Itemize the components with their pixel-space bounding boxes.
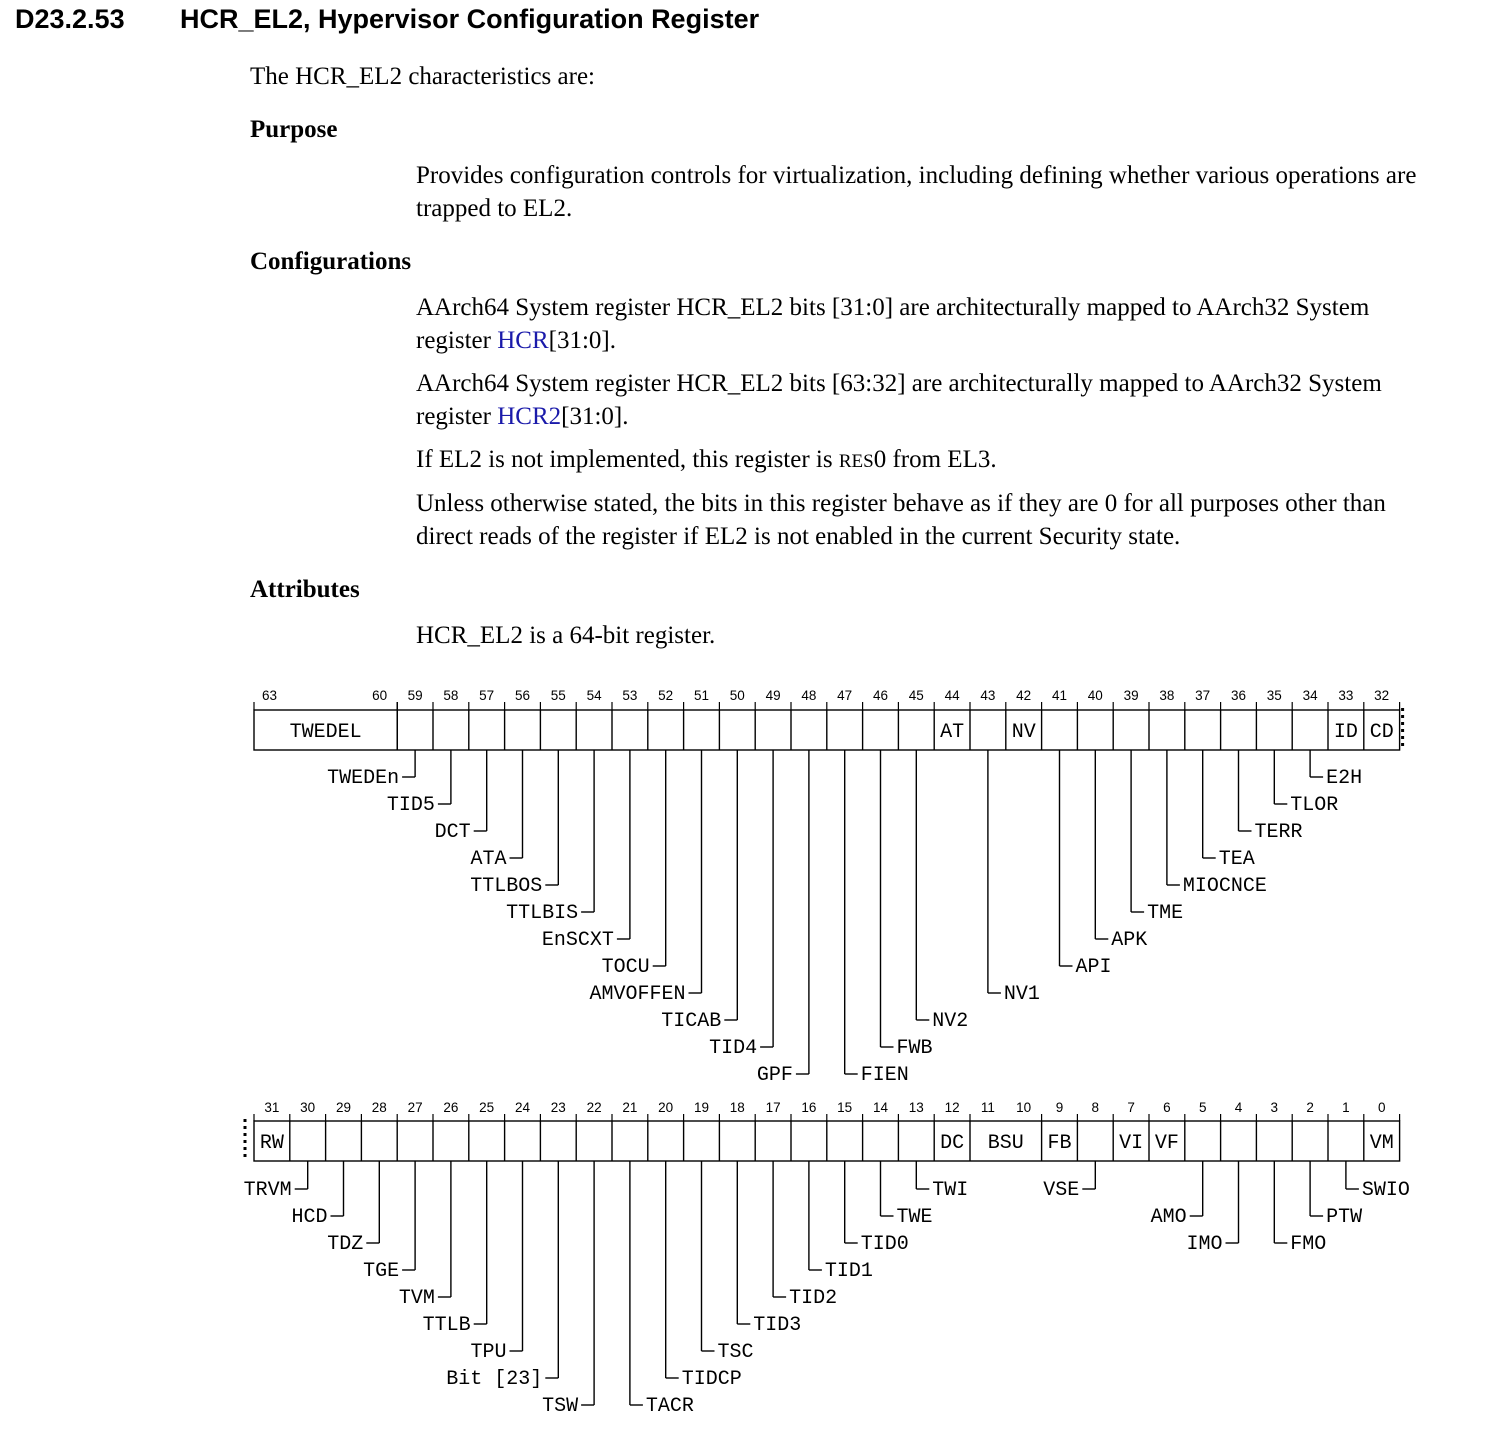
callout-label-ticab: TICAB <box>661 1010 722 1033</box>
upper-field-nv: NV <box>1011 721 1036 744</box>
lower-bit-number: 24 <box>514 1100 531 1115</box>
lower-bit-number: 9 <box>1055 1100 1064 1115</box>
upper-bit-number: 40 <box>1087 688 1103 703</box>
callout-label-tid3: TID3 <box>753 1314 802 1337</box>
res-smallcaps: RES <box>838 451 874 472</box>
upper-bit-number: 51 <box>693 688 710 703</box>
upper-bit-number: 55 <box>550 688 566 703</box>
lower-bit-number: 18 <box>729 1100 745 1115</box>
callout-label-tidcp: TIDCP <box>681 1368 742 1391</box>
lower-bit-number: 20 <box>658 1100 674 1115</box>
callout-label-tge: TGE <box>363 1260 400 1283</box>
purpose-line-2: trapped to EL2. <box>416 195 573 222</box>
lower-bit-number: 11 <box>980 1100 995 1115</box>
callout-label-vse: VSE <box>1043 1179 1080 1202</box>
lower-field-vi: VI <box>1119 1132 1144 1155</box>
callout-label-ttlbos: TTLBOS <box>470 875 543 898</box>
callout-label-apk: APK <box>1111 929 1148 952</box>
upper-bit-number: 45 <box>908 688 924 703</box>
lower-bit-number: 2 <box>1306 1100 1314 1115</box>
upper-bit-number: 48 <box>801 688 817 703</box>
lower-bit-number: 31 <box>264 1100 280 1115</box>
callout-label-tea: TEA <box>1218 848 1255 871</box>
callout-label-dct: DCT <box>434 821 471 844</box>
callout-label-bit23: Bit [23] <box>446 1368 543 1391</box>
callout-label-amo: AMO <box>1150 1206 1187 1229</box>
config-p3-post: 0 from EL3. <box>873 446 997 473</box>
callout-label-enscxt: EnSCXT <box>541 929 614 952</box>
lower-bit-number: 17 <box>765 1100 781 1115</box>
callout-label-twi: TWI <box>932 1179 969 1202</box>
upper-bit-number: 42 <box>1016 688 1032 703</box>
upper-bit-number: 50 <box>729 688 745 703</box>
callout-label-tid2: TID2 <box>789 1287 838 1310</box>
lower-bit-number: 3 <box>1270 1100 1279 1115</box>
callout-label-nv2: NV2 <box>932 1010 969 1033</box>
lower-bit-number: 7 <box>1127 1100 1135 1115</box>
lower-bit-number: 5 <box>1198 1100 1207 1115</box>
upper-bit-number: 57 <box>479 688 495 703</box>
callout-label-tpu: TPU <box>470 1341 507 1364</box>
lower-field-vf: VF <box>1154 1132 1179 1155</box>
callout-label-swio: SWIO <box>1361 1179 1410 1202</box>
callout-label-fien: FIEN <box>860 1064 909 1087</box>
config-p1-line-1: AArch64 System register HCR_EL2 bits [31:0] are architecturally mapped to AArch32 System <box>416 294 1370 321</box>
lower-bit-number: 8 <box>1091 1100 1100 1115</box>
config-p2-line-1: AArch64 System register HCR_EL2 bits [63:32] are architecturally mapped to AArch32 System <box>416 370 1382 397</box>
lower-field-dc: DC <box>940 1132 965 1155</box>
lower-bit-number: 21 <box>622 1100 638 1115</box>
lower-bit-number: 10 <box>1016 1100 1032 1115</box>
lower-bit-number: 30 <box>300 1100 316 1115</box>
callout-label-tid5: TID5 <box>386 794 435 817</box>
upper-field-cd: CD <box>1369 721 1394 744</box>
lower-bit-number: 13 <box>908 1100 924 1115</box>
lower-bit-number: 4 <box>1234 1100 1243 1115</box>
upper-bit-number: 54 <box>586 688 602 703</box>
callout-label-tacr: TACR <box>645 1395 694 1418</box>
config-p4-line-2: direct reads of the register if EL2 is not enabled in the current Security state. <box>416 523 1181 550</box>
upper-bit-number: 38 <box>1159 688 1175 703</box>
callout-label-trvm: TRVM <box>243 1179 292 1202</box>
lower-field-rw: RW <box>259 1132 284 1155</box>
callout-label-tlor: TLOR <box>1290 794 1339 817</box>
lower-bit-number: 22 <box>586 1100 602 1115</box>
upper-bit-number: 32 <box>1374 688 1390 703</box>
callout-label-terr: TERR <box>1254 821 1303 844</box>
intro-text: The HCR_EL2 characteristics are: <box>250 63 595 90</box>
callout-label-tid4: TID4 <box>709 1037 758 1060</box>
lower-field-bsu: BSU <box>987 1132 1024 1155</box>
attributes-text: HCR_EL2 is a 64-bit register. <box>416 622 716 649</box>
upper-bit-number: 39 <box>1123 688 1139 703</box>
lower-bit-number: 27 <box>407 1100 423 1115</box>
lower-bit-number: 6 <box>1163 1100 1171 1115</box>
upper-bit-number: 52 <box>658 688 674 703</box>
callout-label-tid0: TID0 <box>860 1233 909 1256</box>
callout-label-fmo: FMO <box>1290 1233 1327 1256</box>
callout-label-tme: TME <box>1147 902 1184 925</box>
config-p2-post: [31:0]. <box>561 403 629 430</box>
lower-bit-number: 19 <box>693 1100 710 1115</box>
upper-bit-number: 41 <box>1051 688 1068 703</box>
config-p2-pre: register <box>416 403 498 430</box>
lower-bit-number: 23 <box>550 1100 566 1115</box>
upper-bit-number: 44 <box>944 688 960 703</box>
callout-label-ttlbis: TTLBIS <box>506 902 579 925</box>
callout-label-tocu: TOCU <box>601 956 650 979</box>
upper-field-id: ID <box>1333 721 1358 744</box>
upper-bit-number: 35 <box>1266 688 1282 703</box>
hcr2-link[interactable]: HCR2 <box>497 403 562 430</box>
callout-label-tid1: TID1 <box>824 1260 873 1283</box>
upper-field-twedel: TWEDEL <box>289 721 362 744</box>
callout-label-ttlb: TTLB <box>422 1314 471 1337</box>
upper-bit-number: 58 <box>443 688 459 703</box>
lower-field-fb: FB <box>1047 1132 1072 1155</box>
purpose-heading: Purpose <box>250 116 338 143</box>
callout-label-hcd: HCD <box>291 1206 328 1229</box>
callout-label-tvm: TVM <box>398 1287 435 1310</box>
callout-label-amvoffen: AMVOFFEN <box>589 983 686 1006</box>
callout-label-twe: TWE <box>896 1206 933 1229</box>
callout-label-gpf: GPF <box>756 1064 793 1087</box>
callout-label-imo: IMO <box>1186 1233 1223 1256</box>
lower-bit-number: 29 <box>335 1100 352 1115</box>
lower-bit-number: 16 <box>801 1100 817 1115</box>
callout-label-fwb: FWB <box>896 1037 933 1060</box>
config-p4-line-1: Unless otherwise stated, the bits in this register behave as if they are 0 for all purposes other than <box>416 490 1386 517</box>
lower-bit-number: 14 <box>872 1100 889 1115</box>
lower-bit-number: 28 <box>371 1100 387 1115</box>
lower-bit-number: 25 <box>479 1100 495 1115</box>
callout-label-tweden: TWEDEn <box>327 767 400 790</box>
callout-label-nv1: NV1 <box>1003 983 1040 1006</box>
upper-bit-number: 49 <box>765 688 781 703</box>
upper-bit-number: 53 <box>622 688 638 703</box>
config-p1-post: [31:0]. <box>548 327 616 354</box>
upper-bit-number: 60 <box>372 688 388 703</box>
upper-bit-number: 36 <box>1230 688 1247 703</box>
callout-label-api: API <box>1075 956 1112 979</box>
callout-label-tsw: TSW <box>542 1395 579 1418</box>
config-p3-pre: If EL2 is not implemented, this register is <box>416 446 839 473</box>
section-title: HCR_EL2, Hypervisor Configuration Register <box>180 4 760 34</box>
upper-bit-number: 47 <box>837 688 853 703</box>
upper-bit-number: 34 <box>1302 688 1318 703</box>
upper-field-at: AT <box>940 721 965 744</box>
lower-bit-number: 1 <box>1342 1100 1350 1115</box>
upper-bit-number: 46 <box>872 688 889 703</box>
upper-bit-number: 59 <box>407 688 423 703</box>
purpose-line-1: Provides configuration controls for virtualization, including defining whether various operations are <box>416 162 1417 189</box>
callout-label-e2h: E2H <box>1326 767 1363 790</box>
lower-field-vm: VM <box>1369 1132 1394 1155</box>
lower-bit-number: 26 <box>443 1100 459 1115</box>
attributes-heading: Attributes <box>250 576 360 603</box>
section-number: D23.2.53 <box>15 4 125 34</box>
lower-bit-number: 15 <box>837 1100 853 1115</box>
upper-bit-number: 43 <box>980 688 996 703</box>
configurations-heading: Configurations <box>250 248 412 275</box>
callout-label-tsc: TSC <box>717 1341 754 1364</box>
upper-bit-number: 33 <box>1338 688 1354 703</box>
callout-label-tdz: TDZ <box>327 1233 364 1256</box>
callout-label-miocnce: MIOCNCE <box>1182 875 1267 898</box>
callout-label-ptw: PTW <box>1326 1206 1363 1229</box>
callout-label-ata: ATA <box>470 848 507 871</box>
upper-bit-number: 37 <box>1195 688 1211 703</box>
config-p1-pre: register <box>416 327 498 354</box>
hcr-link[interactable]: HCR <box>497 327 549 354</box>
upper-bit-number: 56 <box>514 688 531 703</box>
lower-bit-number: 12 <box>944 1100 960 1115</box>
upper-bit-number: 63 <box>262 688 278 703</box>
lower-bit-number: 0 <box>1377 1100 1386 1115</box>
